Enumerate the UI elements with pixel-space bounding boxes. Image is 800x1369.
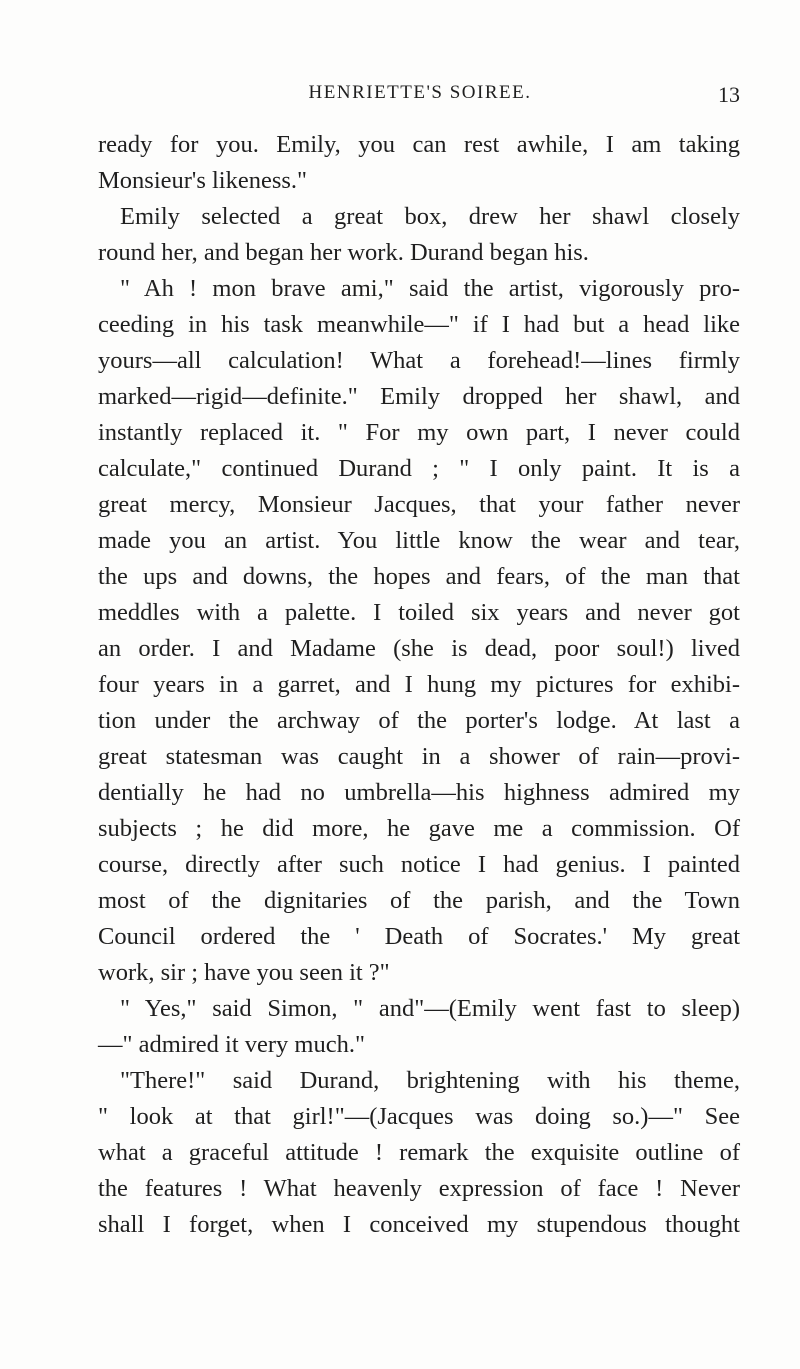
text-line: made you an artist. You little know the wear and tear, bbox=[98, 527, 740, 554]
text-line: " look at that girl!"—(Jacques was doing so.)—" See bbox=[98, 1103, 740, 1130]
page-number: 13 bbox=[718, 82, 740, 107]
text-line: marked—rigid—definite." Emily dropped her shawl, and bbox=[98, 383, 740, 410]
text-line: four years in a garret, and I hung my pictures for exhibi- bbox=[98, 671, 740, 698]
text-line: great statesman was caught in a shower of rain—provi- bbox=[98, 743, 740, 770]
running-title: HENRIETTE'S SOIREE. bbox=[308, 82, 532, 103]
text-line: —" admired it very much." bbox=[98, 1031, 365, 1058]
text-line: subjects ; he did more, he gave me a commission. Of bbox=[98, 815, 740, 842]
text-line: what a graceful attitude ! remark the exquisite outline of bbox=[98, 1139, 740, 1166]
text-line: the features ! What heavenly expression of face ! Never bbox=[98, 1175, 740, 1202]
text-line: instantly replaced it. " For my own part, I never could bbox=[98, 419, 740, 446]
text-line: calculate," continued Durand ; " I only paint. It is a bbox=[98, 455, 740, 482]
body-text bbox=[98, 127, 740, 1243]
text-line: "There!" said Durand, brightening with his theme, bbox=[120, 1067, 740, 1094]
text-line: meddles with a palette. I toiled six years and never got bbox=[98, 599, 740, 626]
text-line: yours—all calculation! What a forehead!—lines firmly bbox=[98, 347, 740, 374]
text-line: dentially he had no umbrella—his highness admired my bbox=[98, 779, 740, 806]
text-line: work, sir ; have you seen it ?" bbox=[98, 959, 390, 986]
text-line: course, directly after such notice I had genius. I painted bbox=[98, 851, 740, 878]
text-line: great mercy, Monsieur Jacques, that your father never bbox=[98, 491, 740, 518]
text-line: round her, and began her work. Durand began his. bbox=[98, 239, 589, 266]
text-line: " Ah ! mon brave ami," said the artist, vigorously pro- bbox=[120, 275, 740, 302]
text-line: an order. I and Madame (she is dead, poor soul!) lived bbox=[98, 635, 740, 662]
text-line: shall I forget, when I conceived my stupendous thought bbox=[98, 1211, 740, 1238]
text-line: " Yes," said Simon, " and"—(Emily went fast to sleep) bbox=[120, 995, 740, 1022]
text-line: the ups and downs, the hopes and fears, of the man that bbox=[98, 563, 740, 590]
text-line: Emily selected a great box, drew her shawl closely bbox=[120, 203, 740, 230]
text-line: Monsieur's likeness." bbox=[98, 167, 308, 194]
text-line: tion under the archway of the porter's lodge. At last a bbox=[98, 707, 740, 734]
text-line: most of the dignitaries of the parish, and the Town bbox=[98, 887, 740, 914]
text-line: ceeding in his task meanwhile—" if I had but a head like bbox=[98, 311, 740, 338]
text-line: ready for you. Emily, you can rest awhile, I am taking bbox=[98, 131, 740, 158]
running-head bbox=[100, 82, 740, 112]
text-line: Council ordered the ' Death of Socrates.' My great bbox=[98, 923, 740, 950]
